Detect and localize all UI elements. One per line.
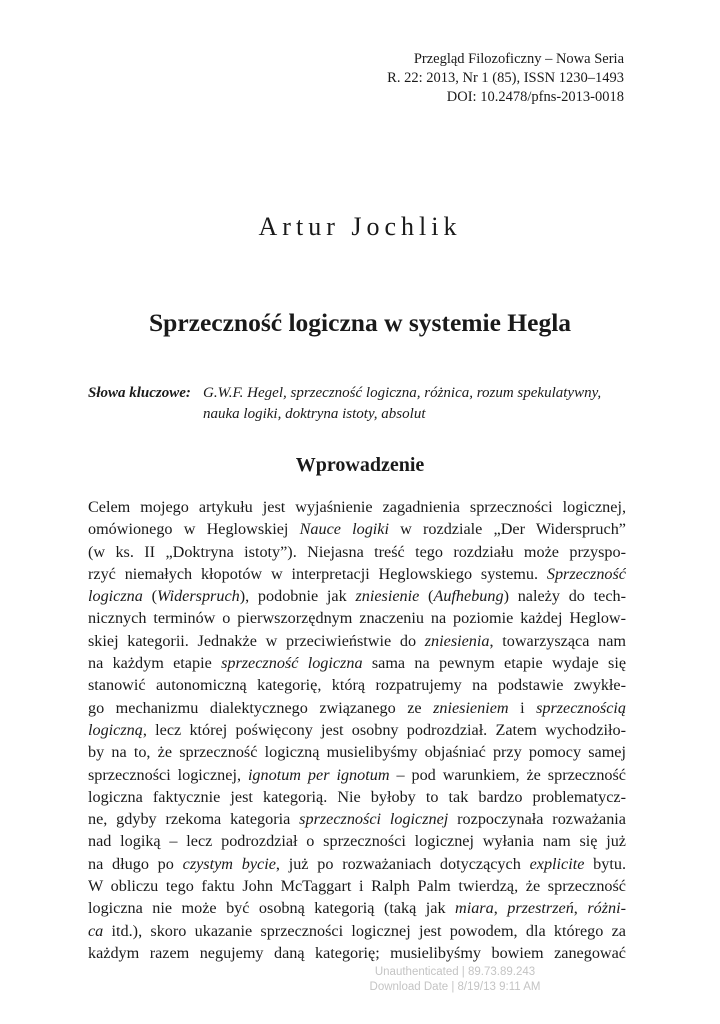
download-watermark <box>355 965 555 995</box>
italic-term: explicite <box>529 854 585 873</box>
italic-term: Nauce logiki <box>299 520 389 539</box>
journal-volume: R. 22: 2013, Nr 1 (85), ISSN 1230–1493 <box>387 70 624 86</box>
text-run: logiczna nie może być osobną kategorią (taką jak <box>88 899 456 918</box>
body-line <box>88 875 626 897</box>
text-run: go mechanizmu dialektycznego związanego ze <box>88 698 434 717</box>
author-name: Artur Jochlik <box>258 212 462 241</box>
italic-term: Widerspruch <box>157 587 240 606</box>
text-run: (w ks. II „Doktryna istoty”). Niejasna treść tego rozdziału może przyspo- <box>88 542 626 561</box>
text-run: Celem mojego artykułu jest wyjaśnienie zagadnienia sprzeczności logicznej, <box>88 498 626 516</box>
text-run: W obliczu tego faktu John McTaggart i Ralph Palm twierdzą, że sprzeczność <box>88 877 626 896</box>
body-line <box>88 697 626 719</box>
body-line <box>88 496 626 518</box>
text-run: w rozdziale „Der Widerspruch” <box>388 520 626 539</box>
body-line <box>88 853 626 875</box>
text-run: – pod warunkiem, że sprzeczność <box>389 765 626 784</box>
text-run: każdym razem negujemy daną kategorię; musielibyśmy bowiem zanegować <box>88 943 626 962</box>
italic-term: zniesienia <box>424 631 490 650</box>
text-run: , lecz której poświęcony jest osobny podrozdział. Zatem wychodziło- <box>142 720 626 739</box>
body-line <box>88 563 626 585</box>
italic-term: zniesienie <box>355 587 420 606</box>
italic-term: sprzeczność logiczna <box>221 654 363 673</box>
text-run: , już po rozważaniach dotyczących <box>275 854 530 873</box>
keywords-list <box>203 383 628 425</box>
journal-doi: DOI: 10.2478/pfns-2013-0018 <box>446 89 624 105</box>
body-line <box>88 764 626 786</box>
text-run: itd.), skoro ukazanie sprzeczności logicznej jest powodem, dla którego za <box>103 921 626 940</box>
text-run: nicznych terminów o pierwszorzędnym znaczeniu na poziomie każdej Heglow- <box>88 609 626 628</box>
text-run: i <box>508 698 537 717</box>
text-run: sprzeczności logicznej, <box>88 765 248 784</box>
body-line <box>88 897 626 919</box>
italic-term: Sprzeczność <box>546 564 626 583</box>
text-run: ) należy do tech- <box>503 587 626 606</box>
body-line <box>88 541 626 563</box>
article-title: Sprzeczność logiczna w systemie Hegla <box>148 308 572 337</box>
text-run: ( <box>142 587 157 606</box>
body-line <box>88 808 626 830</box>
italic-term: logiczna <box>88 587 143 606</box>
body-line <box>88 719 626 741</box>
italic-term: Aufhebung <box>433 587 504 606</box>
text-run: omówionego w Heglowskiej <box>88 520 300 539</box>
keywords-label: Słowa kluczowe: <box>88 385 191 401</box>
body-line <box>88 630 626 652</box>
keywords-line: nauka logiki, doktryna istoty, absolut <box>203 406 426 422</box>
italic-term: czystym bycie <box>182 854 276 873</box>
section-heading: Wprowadzenie <box>295 454 425 476</box>
italic-term: zniesieniem <box>433 698 509 717</box>
text-run: , towarzysząca nam <box>489 631 626 650</box>
text-run: na każdym etapie <box>88 654 222 673</box>
text-run: sama na pewnym etapie wydaje się <box>362 654 626 673</box>
italic-term: sprzeczności logicznej <box>299 810 449 829</box>
text-run: rozpoczynała rozważania <box>448 810 626 829</box>
body-line <box>88 585 626 607</box>
italic-term: przestrzeń <box>507 899 574 918</box>
text-run: na długo po <box>88 854 183 873</box>
body-line <box>88 786 626 808</box>
text-run: , <box>573 899 588 918</box>
body-line <box>88 830 626 852</box>
text-run: ( <box>419 587 434 606</box>
italic-term: różni- <box>587 899 626 918</box>
watermark-access: Unauthenticated | 89.73.89.243 <box>374 966 536 978</box>
body-line <box>88 607 626 629</box>
text-run: ), podobnie jak <box>239 587 356 606</box>
journal-header <box>387 50 624 107</box>
text-run: skiej kategorii. Jednakże w przeciwieństwie do <box>88 631 425 650</box>
italic-term: ignotum per ignotum <box>247 765 390 784</box>
body-line <box>88 674 626 696</box>
italic-term: ca <box>88 921 104 940</box>
italic-term: sprzecznością <box>536 698 626 717</box>
body-line <box>88 920 626 942</box>
text-run: ne, gdyby rzekoma kategoria <box>88 810 300 829</box>
journal-name: Przegląd Filozoficzny – Nowa Seria <box>413 51 624 67</box>
text-run: , <box>493 899 508 918</box>
text-run: stanowić autonomiczną kategorię, którą rozpatrujemy na podstawie zwykłe- <box>88 676 626 695</box>
keywords-line: G.W.F. Hegel, sprzeczność logiczna, różnica, rozum spekulatywny, <box>203 385 602 401</box>
body-paragraph <box>88 496 626 964</box>
text-run: logiczna faktycznie jest kategorią. Nie byłoby to tak bardzo problematycz- <box>88 787 626 806</box>
text-run: nad logiką – lecz podrozdział o sprzeczności logicznej wyłania nam się już <box>88 832 626 851</box>
text-run: by na to, że sprzeczność logiczną musielibyśmy objaśniać przy pomocy samej <box>88 743 626 762</box>
body-line <box>88 652 626 674</box>
italic-term: logiczną <box>88 720 143 739</box>
text-run: bytu. <box>584 854 626 873</box>
body-line <box>88 942 626 964</box>
text-run: rzyć niemałych kłopotów w interpretacji Heglowskiego systemu. <box>88 564 547 583</box>
watermark-date: Download Date | 8/19/13 9:11 AM <box>369 981 541 993</box>
body-line <box>88 741 626 763</box>
italic-term: miara <box>455 899 494 918</box>
body-line <box>88 518 626 540</box>
